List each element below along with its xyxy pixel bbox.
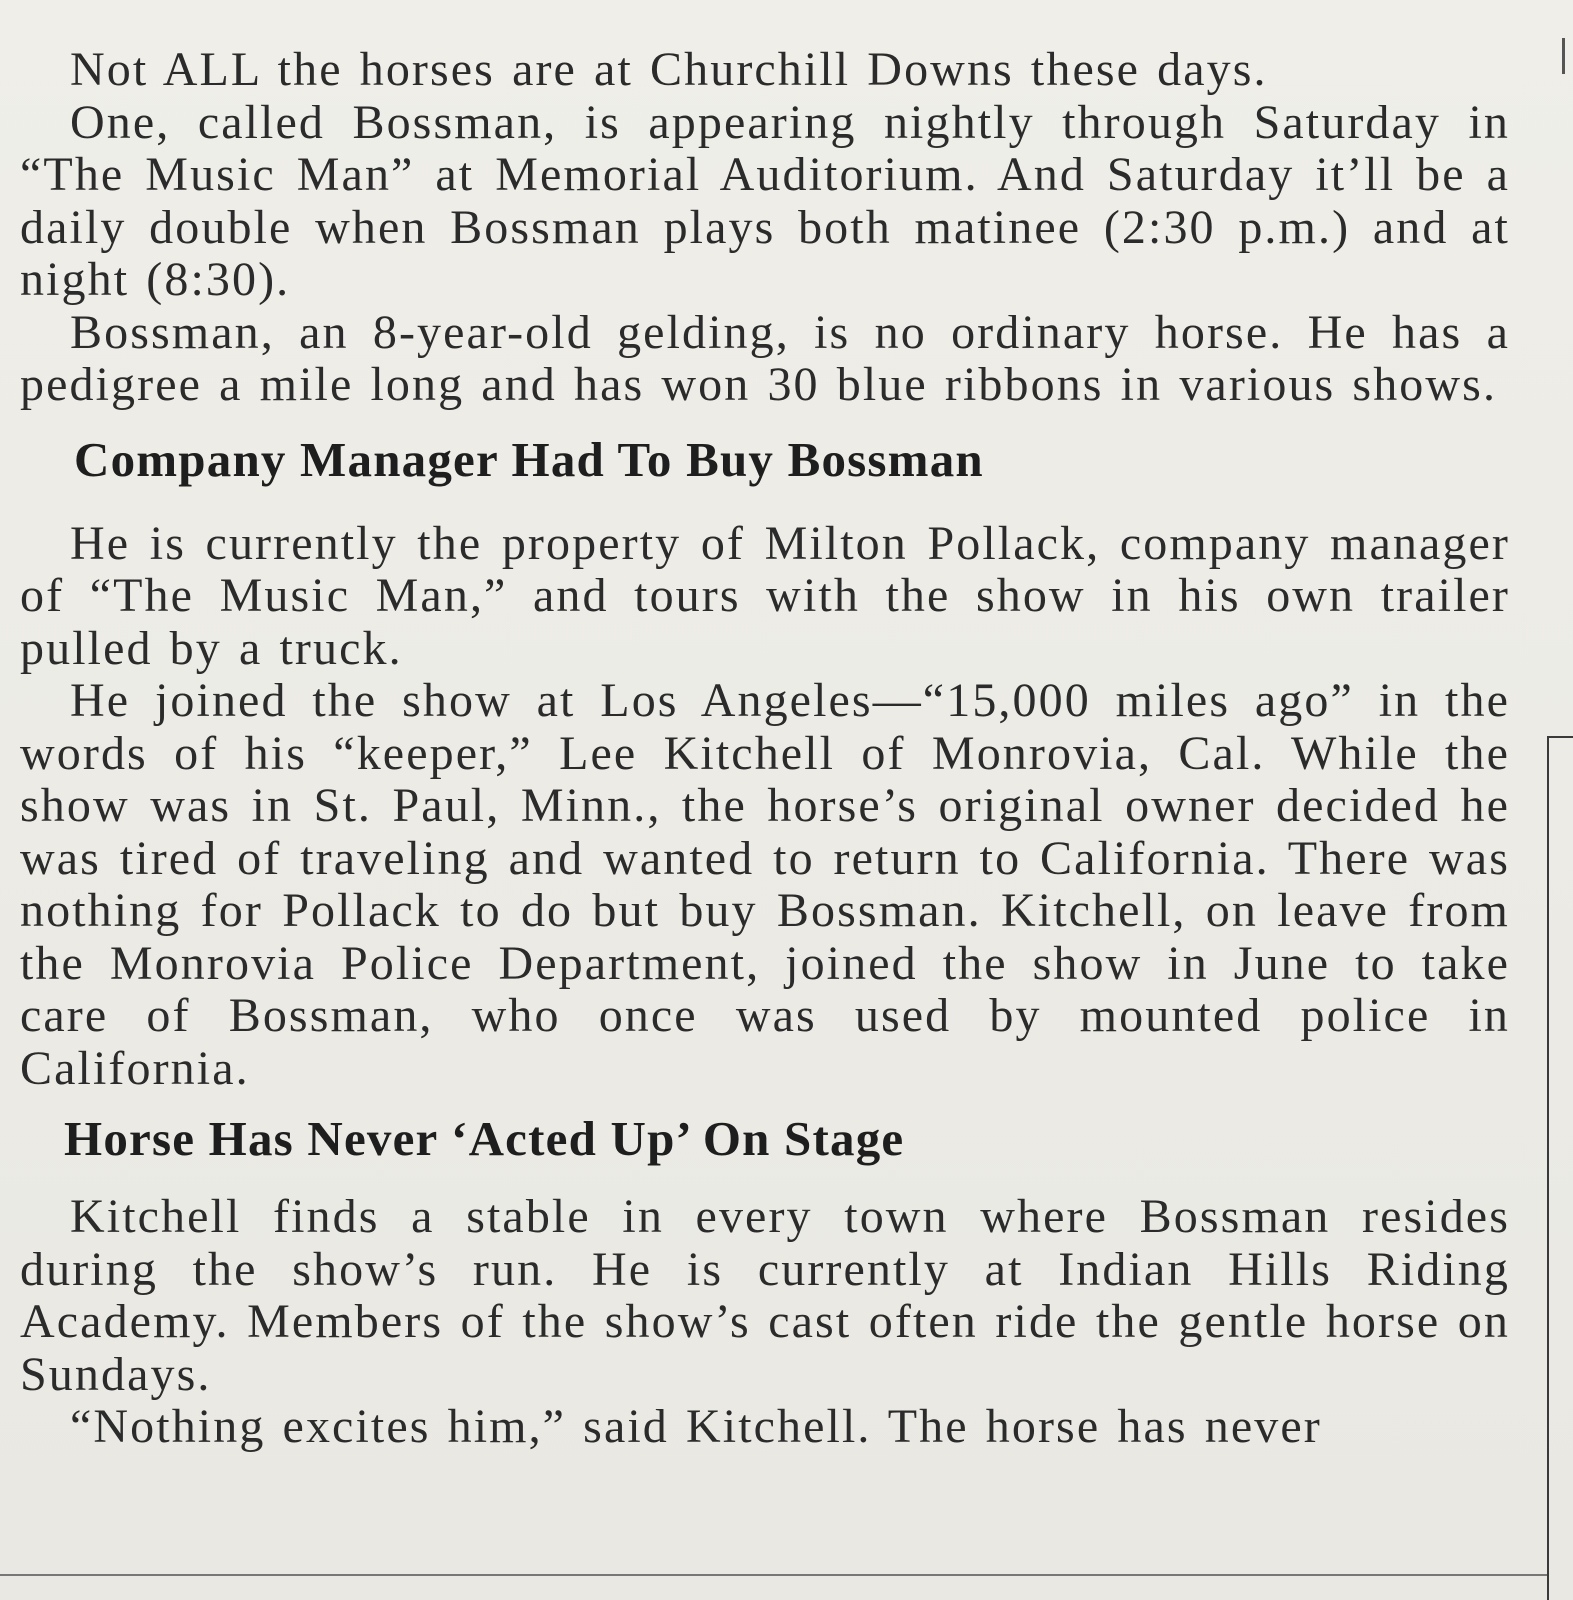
article-paragraph: He is currently the property of Milton Pollack, company manager of “The Music Man,” and tours with the show in his own trailer pulled by a truck. [20,516,1510,675]
article-column [20,44,1510,1454]
article-paragraph: Bossman, an 8-year-old gelding, is no ordinary horse. He has a pedigree a mile long and has won 30 blue ribbons in various shows. [20,305,1510,411]
article-paragraph: One, called Bossman, is appearing nightly through Saturday in “The Music Man” at Memorial Auditorium. And Saturday it’ll be a daily double when Bossman plays both matinee (2:30 p.m.) and at night (8:30). [20,95,1510,306]
article-paragraph: Not ALL the horses are at Churchill Downs these days. [70,43,1268,96]
column-edge-mark [1562,38,1565,74]
subheading: Company Manager Had To Buy Bossman [74,431,984,487]
subheading: Horse Has Never ‘Acted Up’ On Stage [64,1111,905,1166]
bottom-rule [0,1574,1547,1576]
article-paragraph: Kitchell finds a stable in every town where Bossman resides during the show’s run. He is currently at Indian Hills Riding Academy. Members of the show’s cast often ride the gentle horse on Sundays. [20,1190,1510,1401]
article-paragraph: He joined the show at Los Angeles—“15,000 miles ago” in the words of his “keeper,” Lee Kitchell of Monrovia, Cal. While the show was in St. Paul, Minn., the horse’s original owner decided he was tired of traveling and wanted to return to California. There was nothing for Pollack to do but buy Bossman. Kitchell, on leave from the Monrovia Police Department, joined the show in June to take care of Bossman, who once was used by mounted police in California. [20,674,1510,1095]
column-rule [1547,738,1549,1600]
column-rule-tick [1547,736,1573,738]
article-paragraph: “Nothing excites him,” said Kitchell. The horse has never [70,1400,1322,1453]
